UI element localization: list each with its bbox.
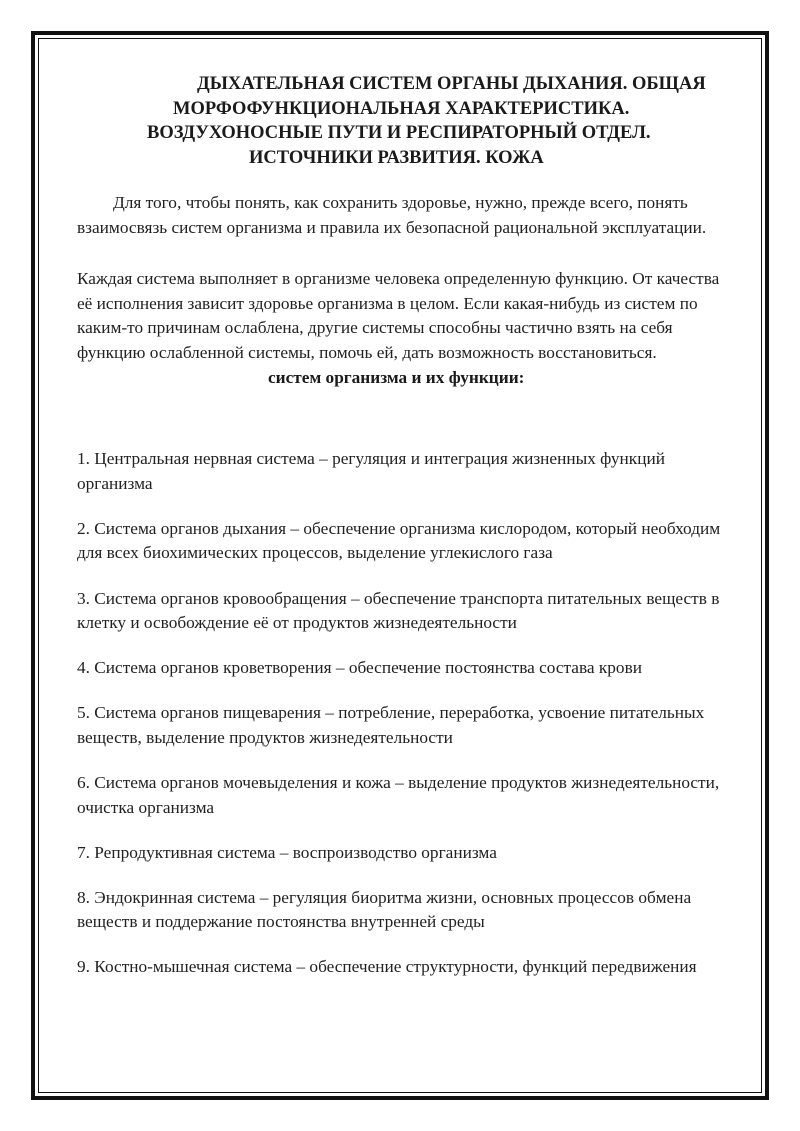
list-item: 8. Эндокринная система – регуляция биоритма жизни, основных процессов обмена веществ и поддержание постоянства внутренней среды [77, 887, 692, 932]
list-item: 3. Система органов кровообращения – обеспечение транспорта питательных веществ в клетку и освобождение её от продуктов жизнедеятельности [77, 588, 720, 633]
title-line: ВОЗДУХОНОСНЫЕ ПУТИ И РЕСПИРАТОРНЫЙ ОТДЕЛ. [147, 123, 651, 143]
systems-paragraph: Каждая система выполняет в организме человека определенную функцию. От качества её исполнения зависит здоровье организма в целом. Если какая-нибудь из систем по каким-то причинам ослаблена, другие системы способны частично взять на себя функцию ослабленной системы, помочь ей, дать возможность восстановиться. [77, 269, 720, 362]
title-line: ДЫХАТЕЛЬНАЯ СИСТЕМ ОРГАНЫ ДЫХАНИЯ. ОБЩАЯ [197, 74, 706, 94]
systems-list [77, 447, 727, 980]
list-item: 4. Система органов кроветворения – обеспечение постоянства состава крови [77, 658, 642, 678]
document-body [77, 72, 727, 1001]
title-line: МОРФОФУНКЦИОНАЛЬНАЯ ХАРАКТЕРИСТИКА. [173, 98, 630, 119]
intro-paragraph: Для того, чтобы понять, как сохранить здоровье, нужно, прежде всего, понять взаимосвязь систем организма и правила их безопасной рациональной эксплуатации. [77, 193, 707, 237]
document-title [77, 72, 727, 170]
list-item: 9. Костно-мышечная система – обеспечение структурности, функций передвижения [77, 957, 697, 977]
list-item: 5. Система органов пищеварения – потребление, переработка, усвоение питательных веществ, выделение продуктов жизнедеятельности [77, 703, 705, 747]
title-line: ИСТОЧНИКИ РАЗВИТИЯ. КОЖА [249, 147, 544, 168]
list-item: 1. Центральная нервная система – регуляция и интеграция жизненных функций организма [77, 449, 665, 493]
systems-subheading: систем организма и их функции: [268, 367, 525, 387]
list-item: 6. Система органов мочевыделения и кожа – выделение продуктов жизнедеятельности, очистка организма [77, 773, 720, 817]
list-item: 7. Репродуктивная система – воспроизводство организма [77, 842, 497, 862]
list-item: 2. Система органов дыхания – обеспечение организма кислородом, который необходим для всех биохимических процессов, выделение углекислого газа [77, 518, 721, 563]
